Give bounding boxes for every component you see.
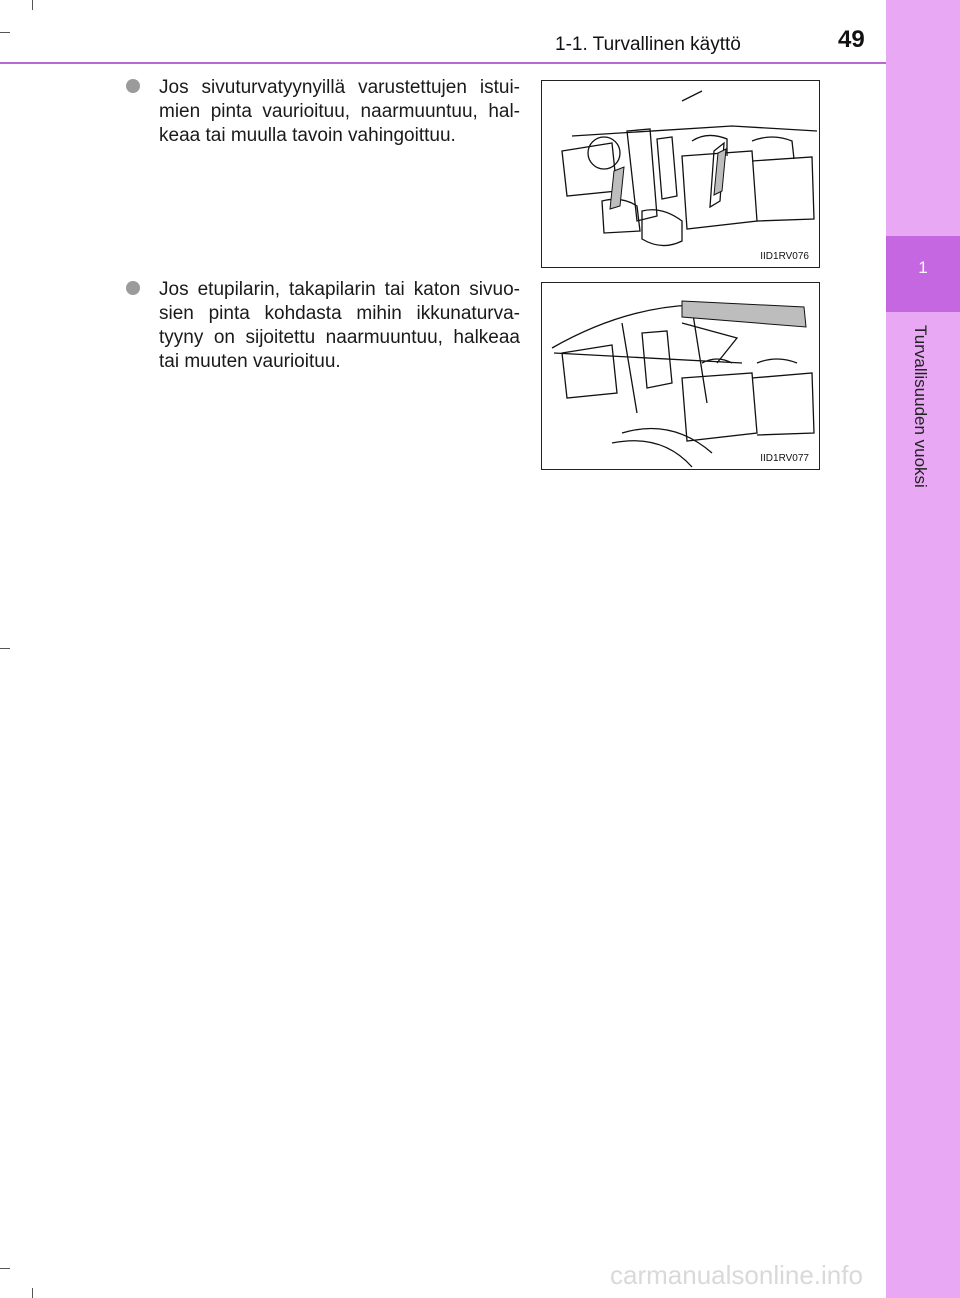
crop-mark <box>0 32 10 33</box>
section-title: 1-1. Turvallinen käyttö <box>555 34 741 55</box>
chapter-title: Turvallisuuden vuoksi <box>911 325 930 488</box>
bullet-icon <box>126 281 140 295</box>
figure-label: IID1RV076 <box>760 251 809 262</box>
figure-curtain-airbag-pillars <box>541 282 820 470</box>
seat-illustration <box>542 81 819 267</box>
figure-side-airbag-seats <box>541 80 820 268</box>
crop-mark <box>0 648 10 649</box>
list-item <box>128 278 520 374</box>
pillar-illustration <box>542 283 819 469</box>
side-tab <box>886 0 960 1298</box>
bullet-icon <box>126 79 140 93</box>
chapter-number: 1 <box>918 258 928 277</box>
header-divider <box>0 62 886 64</box>
crop-mark <box>0 1268 10 1269</box>
list-item <box>128 76 520 148</box>
crop-mark <box>32 0 33 10</box>
watermark: carmanualsonline.info <box>610 1260 863 1290</box>
figure-label: IID1RV077 <box>760 453 809 464</box>
item-text: Jos etupilarin, takapilarin tai katon sivuo-sien pinta kohdasta mihin ikkunaturva-tyyny on sijoitettu naarmuuntuu, halkeaa tai muuten vaurioituu. <box>159 279 520 372</box>
crop-mark <box>32 1288 33 1298</box>
page-number: 49 <box>838 26 865 53</box>
item-text: Jos sivuturvatyynyillä varustettujen istui-mien pinta vaurioituu, naarmuuntuu, hal-keaa tai muulla tavoin vahingoittuu. <box>159 77 520 146</box>
